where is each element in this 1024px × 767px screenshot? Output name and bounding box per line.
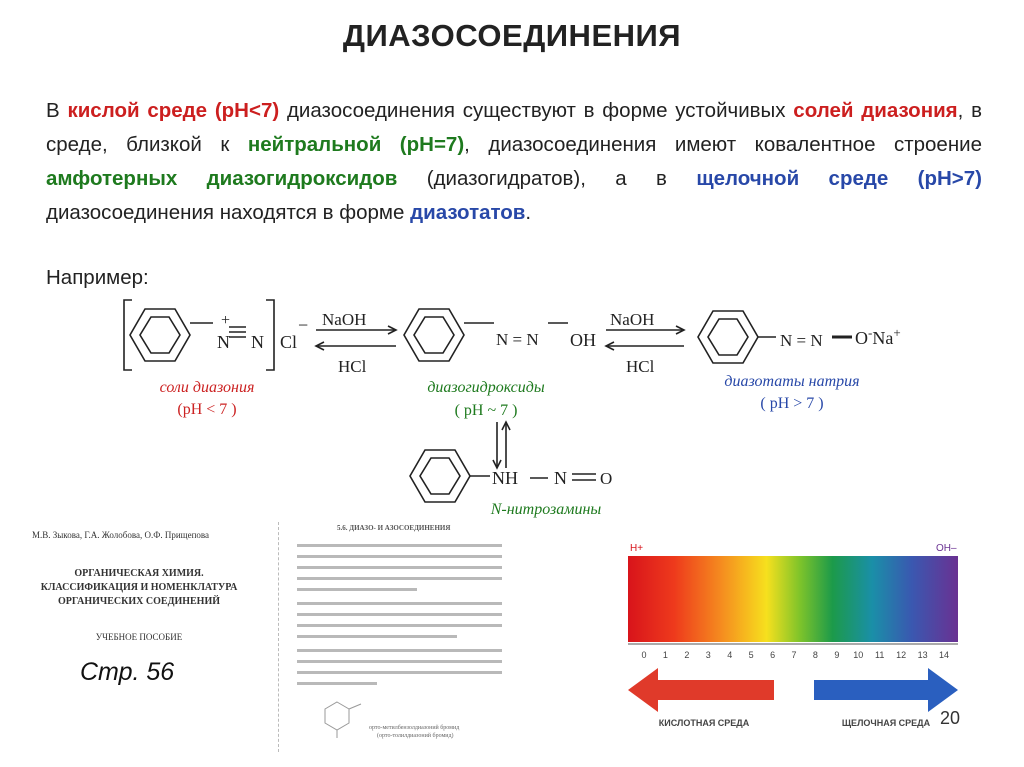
text-segment: диазосоединения существуют в форме устойчивых xyxy=(279,99,794,122)
salt-n1: N xyxy=(217,332,230,352)
diazohydroxides-term: амфотерных диазогидроксидов xyxy=(46,167,398,190)
scan-text-line xyxy=(297,544,502,547)
page-number: 20 xyxy=(940,708,961,728)
ph-tick-label: 1 xyxy=(662,650,668,660)
text-segment: , диазосоединения имеют ковалентное строение xyxy=(464,133,983,156)
scan-text-line xyxy=(297,555,502,558)
reagent-hcl-2: HCl xyxy=(626,357,655,376)
label-diazotates-ph: ( рН > 7 ) xyxy=(760,395,824,412)
base-ion-label: ОН– xyxy=(936,543,957,554)
scan-text-line xyxy=(297,602,502,605)
ph-scale-graphic xyxy=(624,540,974,730)
ph-tick-label: 12 xyxy=(896,650,907,660)
ph-tick-label: 8 xyxy=(812,650,818,660)
nitroso-n: N xyxy=(554,468,567,488)
hydroxide-azo-group: N = N xyxy=(496,330,539,349)
ph-tick-label: 13 xyxy=(917,650,928,660)
diazotate-o: O xyxy=(855,328,868,348)
book-title-line-2: КЛАССИФИКАЦИЯ И НОМЕНКЛАТУРА xyxy=(40,582,238,593)
hydroxide-oh: OH xyxy=(570,330,596,350)
ph-tick-label: 6 xyxy=(770,650,776,660)
ph-tick-labels xyxy=(641,650,949,660)
scan-text-line xyxy=(297,649,502,652)
scan-text-line xyxy=(297,566,502,569)
scan-text-line xyxy=(297,588,417,591)
scan-caption-1: орто-метилбензолдиазоний бромид xyxy=(369,725,460,731)
ph-tick-label: 9 xyxy=(834,650,840,660)
scan-text-line xyxy=(297,660,502,663)
scan-text-line xyxy=(297,635,457,638)
right-bracket xyxy=(266,300,274,370)
ph-tick-label: 3 xyxy=(705,650,711,660)
ph-tick-label: 2 xyxy=(684,650,690,660)
book-title-line-3: ОРГАНИЧЕСКИХ СОЕДИНЕНИЙ xyxy=(57,596,221,607)
chloride-charge: − xyxy=(298,315,309,335)
ph-tick-label: 0 xyxy=(641,650,647,660)
label-nitrosamines: N-нитрозамины xyxy=(490,501,602,518)
reagent-naoh-2: NaOH xyxy=(610,310,655,329)
ph-tick-label: 14 xyxy=(938,650,950,660)
neutral-medium-term: нейтральной (рН=7) xyxy=(247,133,465,156)
benzene-ring-4 xyxy=(410,450,470,502)
ph-scale-figure xyxy=(624,540,974,730)
page-reference: Стр. 56 xyxy=(80,658,175,686)
diazotate-oxygen xyxy=(855,325,901,348)
label-diazonium-salts-ph: (рН < 7 ) xyxy=(177,401,237,418)
ph-tick-label: 4 xyxy=(727,650,733,660)
textbook-page-scan xyxy=(278,522,517,752)
nitroso-o: O xyxy=(600,469,613,488)
acid-medium-term: кислой среде (рН<7) xyxy=(67,99,280,122)
label-diazohydroxides-ph: ( рН ~ 7 ) xyxy=(454,402,518,419)
text-segment: В xyxy=(46,99,68,122)
text-segment: (диазогидратов), а в xyxy=(397,167,697,190)
ph-tick-label: 11 xyxy=(875,650,885,660)
benzene-ring-2 xyxy=(404,309,464,361)
book-title-line-1: ОРГАНИЧЕСКАЯ ХИМИЯ. xyxy=(74,568,204,579)
acid-ion-label: Н+ xyxy=(630,543,644,554)
diazotate-azo-group: N = N xyxy=(780,331,823,350)
base-arrow-label: ЩЕЛОЧНАЯ СРЕДА xyxy=(841,718,931,728)
text-segment: , в среде, близкой к xyxy=(46,99,982,156)
salt-n2: N xyxy=(251,332,264,352)
chloride: Cl xyxy=(280,332,298,352)
label-diazonium-salts: соли диазония xyxy=(159,379,255,396)
acid-arrow xyxy=(628,668,774,712)
text-segment: . xyxy=(525,201,532,224)
book-type: УЧЕБНОЕ ПОСОБИЕ xyxy=(95,632,183,642)
scan-caption-2: (орто-толилдиазоний бромид) xyxy=(377,733,454,739)
label-diazotates: диазотаты натрия xyxy=(724,373,860,390)
diazonium-salts-term: солей диазония xyxy=(793,99,958,122)
nitroso-nh: NH xyxy=(492,468,518,488)
diazotates-term: диазотатов xyxy=(410,201,526,224)
scan-heading: 5.6. ДИАЗО- И АЗОСОЕДИНЕНИЯ xyxy=(337,524,451,532)
ph-tick-label: 7 xyxy=(791,650,797,660)
alkaline-medium-term: щелочной среде (рН>7) xyxy=(696,167,982,190)
label-diazohydroxides: диазогидроксиды xyxy=(427,379,545,396)
scan-text-line xyxy=(297,613,502,616)
diazotate-plus: + xyxy=(893,325,901,340)
ph-tick-label: 5 xyxy=(748,650,754,660)
scan-text-line xyxy=(297,577,502,580)
diazotate-na: Na xyxy=(872,328,894,348)
acid-arrow-label: КИСЛОТНАЯ СРЕДА xyxy=(658,718,750,728)
ph-tick-label: 10 xyxy=(853,650,864,660)
base-arrow xyxy=(814,668,958,712)
text-segment: диазосоединения находятся в форме xyxy=(46,201,411,224)
reagent-hcl-1: HCl xyxy=(338,357,367,376)
benzene-ring-1 xyxy=(130,309,190,361)
slide-title: ДИАЗОСОЕДИНЕНИЯ xyxy=(342,18,682,53)
scan-text-line xyxy=(297,671,502,674)
plus-charge: + xyxy=(221,312,231,329)
example-label: Например: xyxy=(46,266,149,289)
diazotate-minus: - xyxy=(868,325,873,340)
scan-text-line xyxy=(297,682,377,685)
scan-text-line xyxy=(297,624,502,627)
ph-color-gradient xyxy=(628,556,958,642)
book-authors: М.В. Зыкова, Г.А. Жолобова, О.Ф. Прищепова xyxy=(32,530,210,540)
scan-structure-image xyxy=(309,698,365,742)
reagent-naoh-1: NaOH xyxy=(322,310,367,329)
benzene-ring-3 xyxy=(698,311,758,363)
